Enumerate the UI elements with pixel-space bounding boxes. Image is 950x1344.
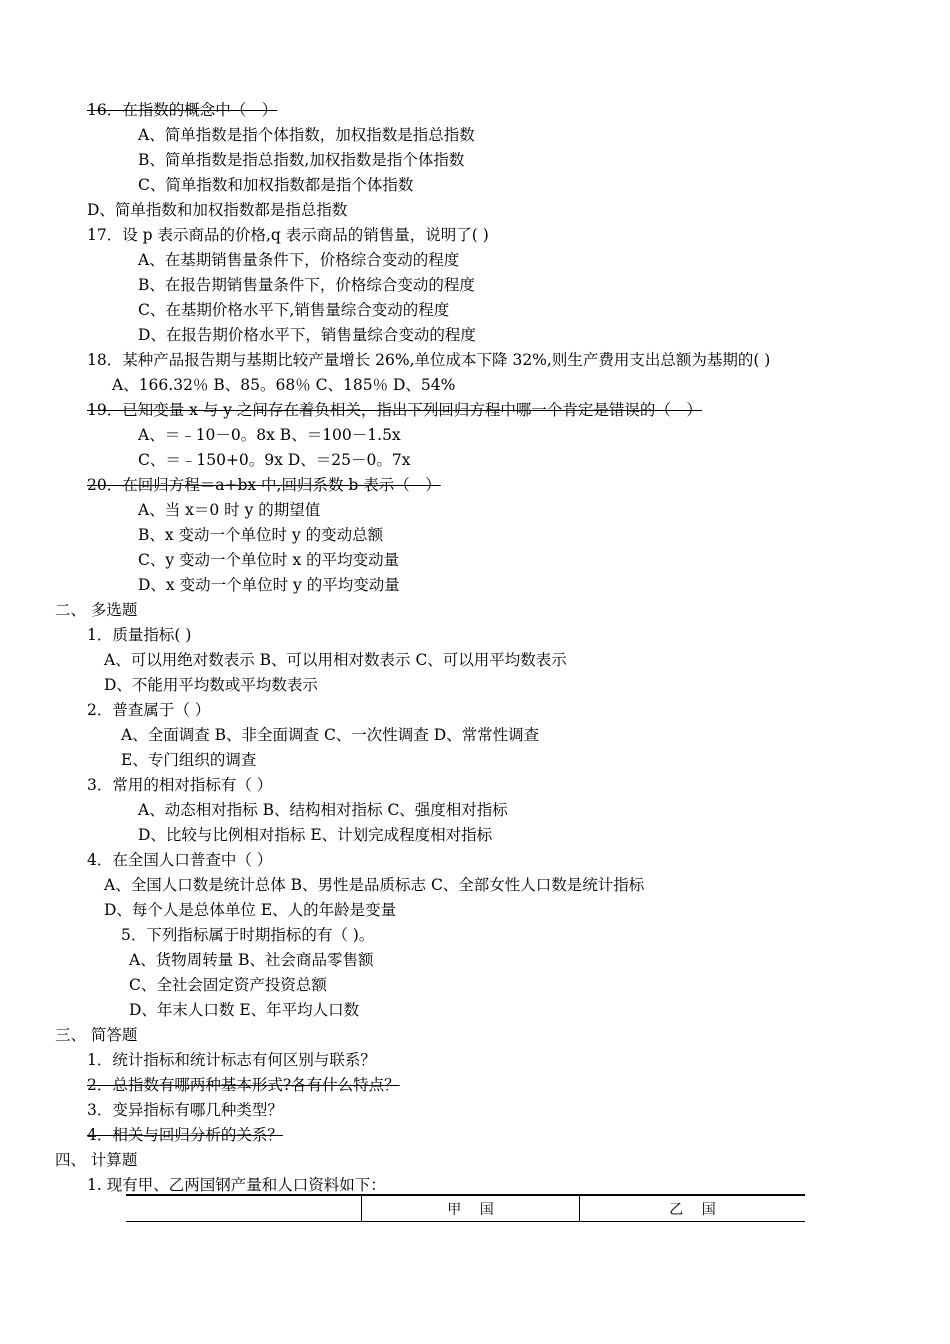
short-question-4: 4．相关与回归分析的关系？ [87,1126,283,1144]
option-20b: B、x 变动一个单位时 y 的变动总额 [138,526,384,544]
mc-question-2: 2．普查属于（ ） [87,701,211,719]
option-17d: D、在报告期价格水平下，销售量综合变动的程度 [138,326,476,344]
data-table [126,1194,805,1222]
table-header-row [126,1195,805,1222]
option-16c: C、简单指数和加权指数都是指个体指数 [138,176,414,194]
section-heading-calculation: 四、 计算题 [55,1151,138,1169]
mc-options-5-ab: A、货物周转量 B、社会商品零售额 [129,951,374,969]
question-16: 16．在指数的概念中（ ） [87,101,278,119]
option-17b: B、在报告期销售量条件下，价格综合变动的程度 [138,276,475,294]
mc-options-3-abc: A、动态相对指标 B、结构相对指标 C、强度相对指标 [138,801,508,819]
mc-option-5c: C、全社会固定资产投资总额 [129,976,327,994]
mc-question-3: 3．常用的相对指标有（ ） [87,776,273,794]
mc-option-2e: E、专门组织的调查 [121,751,257,769]
calc-question-1: 1. 现有甲、乙两国钢产量和人口资料如下： [87,1176,386,1194]
question-20: 20．在回归方程＝a+bx 中,回归系数 b 表示（ ） [87,476,441,494]
mc-options-1-abc: A、可以用绝对数表示 B、可以用相对数表示 C、可以用平均数表示 [104,651,567,669]
option-17a: A、在基期销售量条件下，价格综合变动的程度 [138,251,460,269]
short-question-3: 3．变异指标有哪几种类型？ [87,1101,283,1119]
question-17: 17．设 p 表示商品的价格,q 表示商品的销售量，说明了( ) [87,226,489,244]
section-heading-multiple-choice: 二、 多选题 [55,601,138,619]
options-19-cd: C、＝﹣150+0。9x D、＝25－0。7x [138,451,411,469]
mc-question-4: 4．在全国人口普查中（ ） [87,851,273,869]
question-19: 19．已知变量 x 与 y 之间存在着负相关，指出下列回归方程中哪一个肯定是错误的（ ） [87,401,702,419]
option-20c: C、y 变动一个单位时 x 的平均变动量 [138,551,400,569]
options-19-ab: A、＝﹣10－0。8x B、＝100－1.5x [138,426,401,444]
option-16b: B、简单指数是指总指数,加权指数是指个体指数 [138,151,465,169]
mc-option-1d: D、不能用平均数或平均数表示 [104,676,318,694]
mc-options-4-abc: A、全国人口数是统计总体 B、男性是品质标志 C、全部女性人口数是统计指标 [104,876,645,894]
option-17c: C、在基期价格水平下,销售量综合变动的程度 [138,301,450,319]
question-18: 18．某种产品报告期与基期比较产量增长 26%,单位成本下降 32%,则生产费用支出总额为基期的( ) [87,351,771,369]
option-16d: D、简单指数和加权指数都是指总指数 [87,201,348,219]
section-heading-short-answer: 三、 简答题 [55,1026,138,1044]
mc-question-1: 1．质量指标( ) [87,626,192,644]
mc-options-4-de: D、每个人是总体单位 E、人的年龄是变量 [104,901,397,919]
mc-options-5-de: D、年末人口数 E、年平均人口数 [129,1001,360,1019]
table-header-cell-country-a: 甲 国 [362,1195,580,1222]
short-question-2: 2．总指数有哪两种基本形式?各有什么特点？ [87,1076,400,1094]
mc-options-2-abcd: A、全面调查 B、非全面调查 C、一次性调查 D、常常性调查 [121,726,540,744]
option-16a: A、简单指数是指个体指数，加权指数是指总指数 [138,126,475,144]
mc-question-5: 5．下列指标属于时期指标的有（ )。 [121,926,375,944]
table-header-cell-blank [126,1195,362,1222]
options-18: A、166.32％ B、85。68％ C、185％ D、54% [112,376,456,394]
option-20a: A、当 x＝0 时 y 的期望值 [138,501,321,519]
short-question-1: 1．统计指标和统计标志有何区别与联系？ [87,1051,376,1069]
mc-options-3-de: D、比较与比例相对指标 E、计划完成程度相对指标 [138,826,493,844]
option-20d: D、x 变动一个单位时 y 的平均变动量 [138,576,400,594]
table-header-cell-country-b: 乙 国 [580,1195,806,1222]
